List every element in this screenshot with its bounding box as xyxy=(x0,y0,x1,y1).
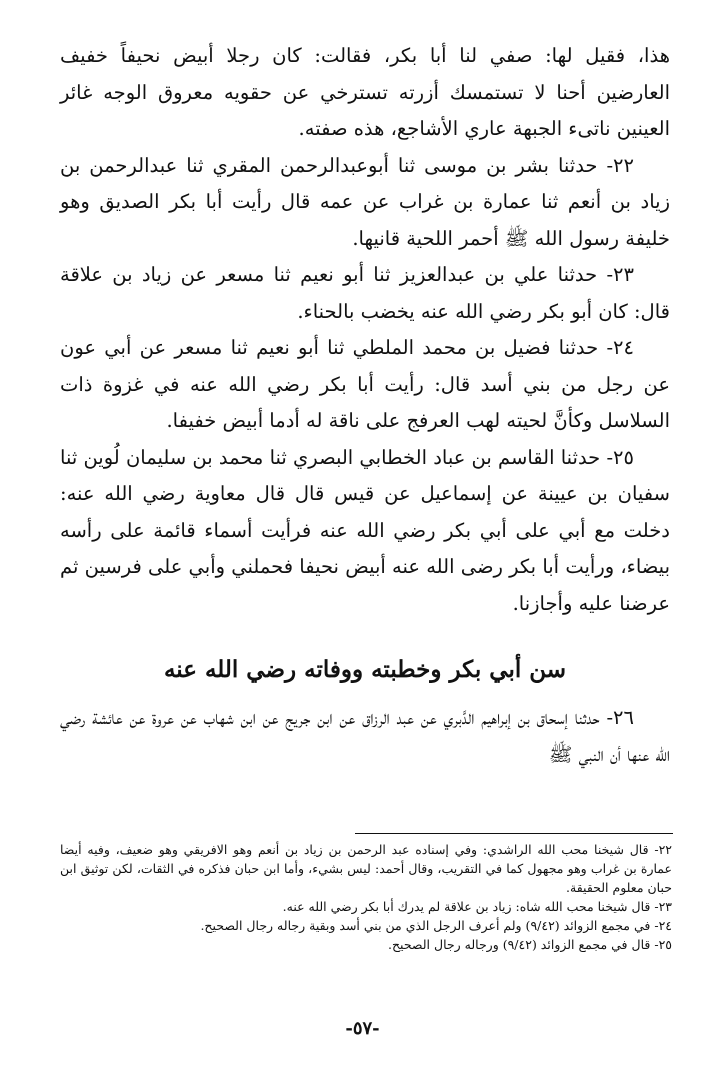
hadith-22: ٢٢- حدثنا بشر بن موسى ثنا أبوعبدالرحمن المقري ثنا عبدالرحمن بن زياد بن أنعم ثنا عمارة بن غراب عن عمه قال رأيت أبا بكر الصديق وهو خليفة رسول الله ﷺ أحمر اللحية قانيها. xyxy=(60,153,670,250)
paragraph-continuation: هذا، فقيل لها: صفي لنا أبا بكر، فقالت: كان رجلا أبيض نحيفاً خفيف العارضين أحنا لا تستمسك أزرته تسترخي عن حقويه معروق الوجه غائر العينين ناتىء الجبهة عاري الأشاجع، هذه صفته. xyxy=(60,44,670,140)
footnote-25: ٢٥- قال في مجمع الزوائد (٩/٤٢) ورجاله رجال الصحيح. xyxy=(388,937,672,952)
section-heading: سن أبي بكر وخطبته ووفاته رضي الله عنه xyxy=(163,656,567,683)
footnotes-block xyxy=(60,840,672,954)
footnote-24: ٢٤- في مجمع الزوائد (٩/٤٢) ولم أعرف الرجل الذي من بني أسد وبقية رجاله رجال الصحيح. xyxy=(200,918,672,933)
hadith-24: ٢٤- حدثنا فضيل بن محمد الملطي ثنا أبو نعيم ثنا مسعر عن أبي عون عن رجل من بني أسد قال: رأيت أبا بكر رضي الله عنه في غزوة ذات السلاسل وكأنَّ لحيته لهب العرفج على ناقة له أدما أبيض خفيفا. xyxy=(60,336,670,432)
footnote-23: ٢٣- قال شيخنا محب الله شاه: زياد بن علاقة لم يدرك أبا بكر رضي الله عنه. xyxy=(282,899,672,914)
hadith-25: ٢٥- حدثنا القاسم بن عباد الخطابي البصري ثنا محمد بن سليمان لُوين ثنا سفيان بن عيينة عن إسماعيل عن قيس قال قال معاوية رضي الله عنه: دخلت مع أبي على أبي بكر رضي الله عنه فرأيت أسماء قائمة على رأسه بيضاء، ورأيت أبا بكر رضى الله عنه أبيض نحيفا فحملني وأبي على فرسين ثم عرضنا عليه وأجازنا. xyxy=(60,445,670,615)
hadith-23: ٢٣- حدثنا علي بن عبدالعزيز ثنا أبو نعيم ثنا مسعر عن زياد بن علاقة قال: كان أبو بكر رضي الله عنه يخضب بالحناء. xyxy=(60,263,670,323)
footnote-22: ٢٢- قال شيخنا محب الله الراشدي: وفي إسناده عبد الرحمن بن زياد بن أنعم وهو الافريقي وهو ضعيف، وفيه أيضا عمارة بن غراب وهو مجهول كما في التقريب، وقال أحمد: ليس بشيء، وأما ابن حبان فذكره في الثقات، لكن توثيق ابن حبان معلوم الحقيقة. xyxy=(60,842,672,895)
section-text-block xyxy=(60,700,670,773)
hadith-26: ٢٦- حدثنا إسحاق بن إبراهيم الدَّبري عن عبد الرزاق عن ابن جريج عن ابن شهاب عن عروة عن عائشة رضي الله عنها أن النبي ﷺ xyxy=(60,706,670,766)
page-number: -٥٧- xyxy=(345,1018,380,1039)
main-text-block xyxy=(60,38,670,622)
footnote-divider xyxy=(355,833,673,834)
